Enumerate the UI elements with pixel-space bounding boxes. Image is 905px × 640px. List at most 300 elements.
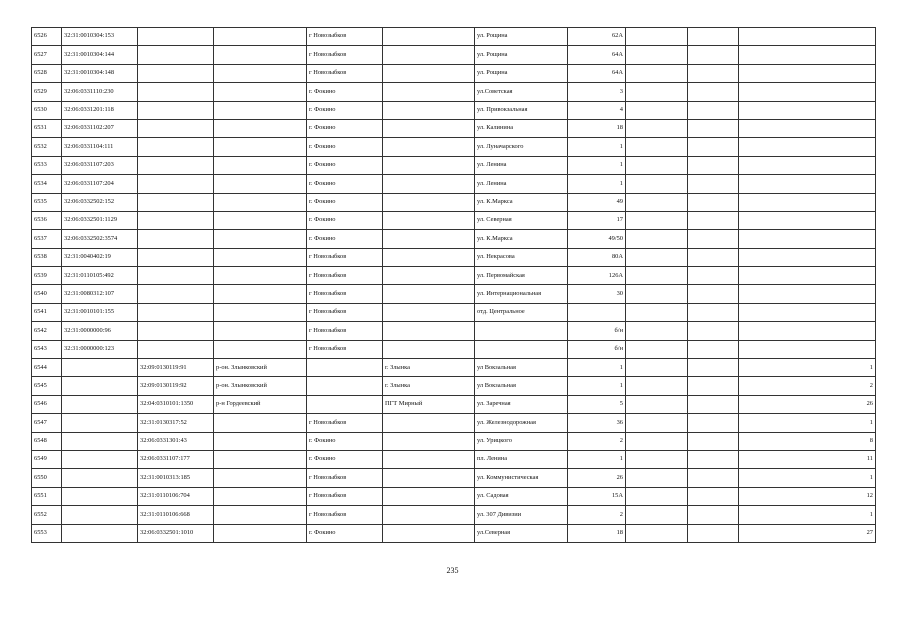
cell-apartment: 27 [739, 524, 876, 542]
cell-cadastral-b [138, 28, 214, 46]
cell-settlement [383, 469, 475, 487]
cell-settlement [383, 303, 475, 321]
cell-street: отд. Центральное [475, 303, 568, 321]
cell-cadastral-a: 32:31:0010304:148 [62, 64, 138, 82]
cell-apartment [739, 46, 876, 64]
table-row [32, 267, 876, 285]
cell-extra2 [688, 395, 739, 413]
cell-street [475, 340, 568, 358]
cell-district [214, 414, 307, 432]
cell-settlement [383, 156, 475, 174]
cell-city: г Новозыбков [307, 46, 383, 64]
cell-cadastral-a [62, 359, 138, 377]
cell-apartment [739, 101, 876, 119]
cell-extra1 [626, 193, 688, 211]
cell-extra1 [626, 46, 688, 64]
table-row [32, 248, 876, 266]
cell-settlement: ПГТ Мирный [383, 395, 475, 413]
table-row [32, 395, 876, 413]
cell-extra1 [626, 506, 688, 524]
cell-house: 80А [568, 248, 626, 266]
cell-street: пл. Ленина [475, 450, 568, 468]
cell-extra1 [626, 450, 688, 468]
cell-district [214, 267, 307, 285]
cell-num: 6531 [32, 119, 62, 137]
cell-district [214, 156, 307, 174]
cell-extra2 [688, 322, 739, 340]
cell-street: ул Вокзальная [475, 377, 568, 395]
cell-cadastral-a: 32:06:0331107:204 [62, 175, 138, 193]
cell-num: 6553 [32, 524, 62, 542]
cell-cadastral-b [138, 156, 214, 174]
cell-house: 64А [568, 64, 626, 82]
cell-cadastral-a: 32:31:0000000:96 [62, 322, 138, 340]
cell-cadastral-a [62, 524, 138, 542]
cell-extra2 [688, 450, 739, 468]
cell-city: г. Фокино [307, 432, 383, 450]
cell-cadastral-b: 32:31:0010313:185 [138, 469, 214, 487]
cell-settlement [383, 414, 475, 432]
cell-house: 1 [568, 138, 626, 156]
cell-apartment: 1 [739, 414, 876, 432]
cell-settlement [383, 193, 475, 211]
cell-city: г Новозыбков [307, 285, 383, 303]
cell-city: г. Фокино [307, 524, 383, 542]
cell-street: ул. К.Маркса [475, 230, 568, 248]
cell-cadastral-a: 32:06:0331201:118 [62, 101, 138, 119]
cell-cadastral-b [138, 267, 214, 285]
cell-apartment [739, 211, 876, 229]
cell-settlement [383, 64, 475, 82]
cell-settlement [383, 524, 475, 542]
cell-house: 5 [568, 395, 626, 413]
cell-extra1 [626, 83, 688, 101]
cell-extra1 [626, 211, 688, 229]
cell-house: 36 [568, 414, 626, 432]
cell-extra2 [688, 156, 739, 174]
cell-street: ул. Ленина [475, 156, 568, 174]
cell-apartment [739, 64, 876, 82]
cell-city: г Новозыбков [307, 303, 383, 321]
cell-city [307, 359, 383, 377]
cell-house: 49/50 [568, 230, 626, 248]
cell-extra2 [688, 469, 739, 487]
cell-district [214, 193, 307, 211]
cell-apartment: 1 [739, 359, 876, 377]
cell-extra1 [626, 285, 688, 303]
cell-cadastral-a: 32:31:0000000:123 [62, 340, 138, 358]
cell-apartment [739, 230, 876, 248]
cell-cadastral-b [138, 101, 214, 119]
cell-settlement [383, 175, 475, 193]
cell-num: 6540 [32, 285, 62, 303]
cell-city: г. Фокино [307, 450, 383, 468]
cell-cadastral-b: 32:06:0331107:177 [138, 450, 214, 468]
table-row [32, 119, 876, 137]
cell-extra1 [626, 395, 688, 413]
cell-settlement [383, 28, 475, 46]
table-row [32, 211, 876, 229]
cell-street: ул. Интернациональная [475, 285, 568, 303]
cell-city: г Новозыбков [307, 64, 383, 82]
cell-street: ул. Рощина [475, 64, 568, 82]
cell-street: ул. Привокзальная [475, 101, 568, 119]
cell-house: 4 [568, 101, 626, 119]
cell-city: г Новозыбков [307, 506, 383, 524]
cell-cadastral-b [138, 248, 214, 266]
cell-street: ул. Урицкого [475, 432, 568, 450]
cell-settlement [383, 487, 475, 505]
cell-house: 1 [568, 450, 626, 468]
cell-house [568, 303, 626, 321]
cell-extra2 [688, 359, 739, 377]
table-row [32, 322, 876, 340]
page-number: 235 [446, 566, 459, 575]
table-row [32, 359, 876, 377]
table-row [32, 469, 876, 487]
cell-num: 6538 [32, 248, 62, 266]
cell-city: г. Фокино [307, 230, 383, 248]
table-row [32, 64, 876, 82]
table-row [32, 303, 876, 321]
cell-extra2 [688, 377, 739, 395]
cell-settlement [383, 506, 475, 524]
cell-district [214, 138, 307, 156]
cell-district [214, 211, 307, 229]
cell-cadastral-b [138, 303, 214, 321]
cell-district [214, 303, 307, 321]
cell-extra2 [688, 340, 739, 358]
cell-settlement: г. Злынка [383, 377, 475, 395]
cell-extra1 [626, 230, 688, 248]
cell-settlement [383, 101, 475, 119]
cell-extra2 [688, 119, 739, 137]
table-row [32, 450, 876, 468]
cell-settlement [383, 450, 475, 468]
cell-city: г. Фокино [307, 138, 383, 156]
cell-cadastral-a: 32:31:0040402:19 [62, 248, 138, 266]
cell-cadastral-b: 32:06:0331301:43 [138, 432, 214, 450]
cell-num: 6543 [32, 340, 62, 358]
cell-district [214, 524, 307, 542]
cell-house: 26 [568, 469, 626, 487]
cell-house: 2 [568, 432, 626, 450]
table-row [32, 377, 876, 395]
cell-cadastral-b [138, 193, 214, 211]
cell-num: 6551 [32, 487, 62, 505]
cell-settlement [383, 46, 475, 64]
cell-house: 18 [568, 119, 626, 137]
cell-extra1 [626, 340, 688, 358]
cell-house: 18 [568, 524, 626, 542]
cell-cadastral-b [138, 340, 214, 358]
cell-district: р-н Гордеевский [214, 395, 307, 413]
cell-extra1 [626, 414, 688, 432]
cell-extra2 [688, 248, 739, 266]
cell-extra2 [688, 303, 739, 321]
cell-apartment [739, 156, 876, 174]
cell-cadastral-b [138, 230, 214, 248]
cell-cadastral-b: 32:09:0130119:92 [138, 377, 214, 395]
cell-district [214, 285, 307, 303]
cell-extra2 [688, 285, 739, 303]
cell-district [214, 83, 307, 101]
cell-city: г Новозыбков [307, 414, 383, 432]
cell-extra1 [626, 175, 688, 193]
cell-extra1 [626, 101, 688, 119]
cell-house: б/н [568, 322, 626, 340]
cell-num: 6546 [32, 395, 62, 413]
cell-district [214, 340, 307, 358]
cell-cadastral-b [138, 322, 214, 340]
cell-apartment [739, 267, 876, 285]
cell-cadastral-b: 32:31:0110106:668 [138, 506, 214, 524]
cell-apartment [739, 83, 876, 101]
cell-extra2 [688, 193, 739, 211]
cell-settlement [383, 432, 475, 450]
cell-district [214, 230, 307, 248]
cell-apartment [739, 193, 876, 211]
cell-street: ул.Советская [475, 83, 568, 101]
cell-num: 6530 [32, 101, 62, 119]
cell-city: г Новозыбков [307, 248, 383, 266]
cell-apartment [739, 138, 876, 156]
table-row [32, 83, 876, 101]
cell-district [214, 487, 307, 505]
cell-city: г. Фокино [307, 193, 383, 211]
cell-city: г. Фокино [307, 101, 383, 119]
cell-cadastral-a: 32:06:0332501:1129 [62, 211, 138, 229]
cell-extra1 [626, 64, 688, 82]
cell-street: ул. Ленина [475, 175, 568, 193]
cell-city: г. Фокино [307, 156, 383, 174]
cell-settlement [383, 83, 475, 101]
cell-extra2 [688, 414, 739, 432]
cell-extra2 [688, 432, 739, 450]
cell-cadastral-a: 32:06:0331104:111 [62, 138, 138, 156]
cell-extra1 [626, 359, 688, 377]
cell-extra2 [688, 211, 739, 229]
cell-city: г Новозыбков [307, 487, 383, 505]
cell-extra1 [626, 432, 688, 450]
cell-city: г Новозыбков [307, 267, 383, 285]
cell-city: г. Фокино [307, 119, 383, 137]
cell-extra1 [626, 322, 688, 340]
cell-house: 64А [568, 46, 626, 64]
cell-num: 6526 [32, 28, 62, 46]
cell-district [214, 432, 307, 450]
cell-street: ул. 307 Дивизии [475, 506, 568, 524]
registry-page [31, 27, 876, 543]
cell-num: 6549 [32, 450, 62, 468]
cell-house: 17 [568, 211, 626, 229]
cell-apartment: 12 [739, 487, 876, 505]
registry-table [31, 27, 876, 543]
cell-cadastral-a [62, 487, 138, 505]
cell-district [214, 469, 307, 487]
cell-city: г Новозыбков [307, 340, 383, 358]
cell-num: 6535 [32, 193, 62, 211]
cell-num: 6541 [32, 303, 62, 321]
cell-apartment [739, 285, 876, 303]
cell-street: ул. Садовая [475, 487, 568, 505]
cell-extra1 [626, 377, 688, 395]
cell-house: 49 [568, 193, 626, 211]
cell-cadastral-a [62, 432, 138, 450]
cell-city: г Новозыбков [307, 469, 383, 487]
cell-street: ул Вокзальная [475, 359, 568, 377]
cell-cadastral-b: 32:31:0130317:52 [138, 414, 214, 432]
cell-extra1 [626, 469, 688, 487]
cell-num: 6542 [32, 322, 62, 340]
cell-extra2 [688, 487, 739, 505]
cell-house: 126А [568, 267, 626, 285]
cell-street: ул. Северная [475, 211, 568, 229]
cell-house: 1 [568, 377, 626, 395]
cell-district [214, 175, 307, 193]
cell-cadastral-b: 32:31:0110106:704 [138, 487, 214, 505]
cell-house: 1 [568, 359, 626, 377]
table-row [32, 156, 876, 174]
table-row [32, 524, 876, 542]
cell-cadastral-b: 32:06:0332501:1010 [138, 524, 214, 542]
cell-cadastral-b [138, 46, 214, 64]
cell-extra1 [626, 119, 688, 137]
cell-apartment: 11 [739, 450, 876, 468]
cell-num: 6548 [32, 432, 62, 450]
cell-apartment: 26 [739, 395, 876, 413]
cell-street: ул. К.Маркса [475, 193, 568, 211]
table-row [32, 230, 876, 248]
cell-apartment [739, 340, 876, 358]
cell-extra1 [626, 267, 688, 285]
cell-street: ул. Коммунистическая [475, 469, 568, 487]
cell-extra2 [688, 101, 739, 119]
cell-extra2 [688, 524, 739, 542]
cell-settlement [383, 138, 475, 156]
cell-cadastral-a: 32:31:0010304:153 [62, 28, 138, 46]
cell-cadastral-b [138, 285, 214, 303]
cell-house: 62А [568, 28, 626, 46]
cell-house: 1 [568, 156, 626, 174]
cell-num: 6552 [32, 506, 62, 524]
cell-settlement [383, 119, 475, 137]
cell-cadastral-a [62, 469, 138, 487]
cell-extra2 [688, 83, 739, 101]
cell-cadastral-b [138, 138, 214, 156]
cell-settlement [383, 211, 475, 229]
cell-cadastral-a [62, 377, 138, 395]
cell-apartment: 2 [739, 377, 876, 395]
cell-city [307, 395, 383, 413]
cell-cadastral-a [62, 450, 138, 468]
cell-apartment [739, 248, 876, 266]
cell-cadastral-a: 32:31:0110105:492 [62, 267, 138, 285]
cell-city: г. Фокино [307, 175, 383, 193]
cell-apartment: 1 [739, 506, 876, 524]
table-row [32, 285, 876, 303]
cell-house: 15А [568, 487, 626, 505]
cell-num: 6529 [32, 83, 62, 101]
cell-extra2 [688, 46, 739, 64]
cell-house: 2 [568, 506, 626, 524]
cell-extra2 [688, 28, 739, 46]
cell-city [307, 377, 383, 395]
cell-extra1 [626, 248, 688, 266]
cell-num: 6544 [32, 359, 62, 377]
cell-settlement [383, 248, 475, 266]
cell-district [214, 119, 307, 137]
cell-street: ул. Железнодорожная [475, 414, 568, 432]
cell-house: 3 [568, 83, 626, 101]
cell-district [214, 450, 307, 468]
cell-apartment: 1 [739, 469, 876, 487]
cell-cadastral-a [62, 414, 138, 432]
cell-cadastral-b [138, 83, 214, 101]
cell-extra2 [688, 138, 739, 156]
cell-cadastral-a: 32:31:0010101:155 [62, 303, 138, 321]
cell-apartment [739, 119, 876, 137]
registry-body [32, 28, 876, 543]
cell-extra1 [626, 303, 688, 321]
cell-street: ул. Некрасова [475, 248, 568, 266]
cell-street: ул. Первомайская [475, 267, 568, 285]
table-row [32, 28, 876, 46]
table-row [32, 138, 876, 156]
cell-cadastral-a [62, 506, 138, 524]
cell-apartment [739, 322, 876, 340]
cell-house: б/н [568, 340, 626, 358]
cell-street [475, 322, 568, 340]
cell-num: 6534 [32, 175, 62, 193]
cell-street: ул. Калинина [475, 119, 568, 137]
cell-num: 6528 [32, 64, 62, 82]
cell-cadastral-b [138, 119, 214, 137]
cell-extra1 [626, 156, 688, 174]
cell-extra2 [688, 64, 739, 82]
cell-num: 6547 [32, 414, 62, 432]
cell-num: 6550 [32, 469, 62, 487]
cell-num: 6533 [32, 156, 62, 174]
cell-street: ул. Рощина [475, 28, 568, 46]
cell-apartment [739, 175, 876, 193]
cell-street: ул. Рощина [475, 46, 568, 64]
cell-city: г. Фокино [307, 83, 383, 101]
cell-house: 1 [568, 175, 626, 193]
cell-extra2 [688, 267, 739, 285]
cell-cadastral-a: 32:31:0010304:144 [62, 46, 138, 64]
cell-district [214, 28, 307, 46]
cell-settlement: г. Злынка [383, 359, 475, 377]
cell-settlement [383, 230, 475, 248]
cell-num: 6539 [32, 267, 62, 285]
table-row [32, 487, 876, 505]
cell-settlement [383, 267, 475, 285]
cell-num: 6532 [32, 138, 62, 156]
cell-settlement [383, 340, 475, 358]
cell-cadastral-a: 32:06:0332502:152 [62, 193, 138, 211]
cell-house: 30 [568, 285, 626, 303]
cell-apartment [739, 303, 876, 321]
cell-cadastral-b [138, 64, 214, 82]
cell-city: г Новозыбков [307, 322, 383, 340]
table-row [32, 340, 876, 358]
cell-num: 6545 [32, 377, 62, 395]
cell-extra2 [688, 175, 739, 193]
cell-settlement [383, 285, 475, 303]
table-row [32, 175, 876, 193]
cell-district [214, 46, 307, 64]
